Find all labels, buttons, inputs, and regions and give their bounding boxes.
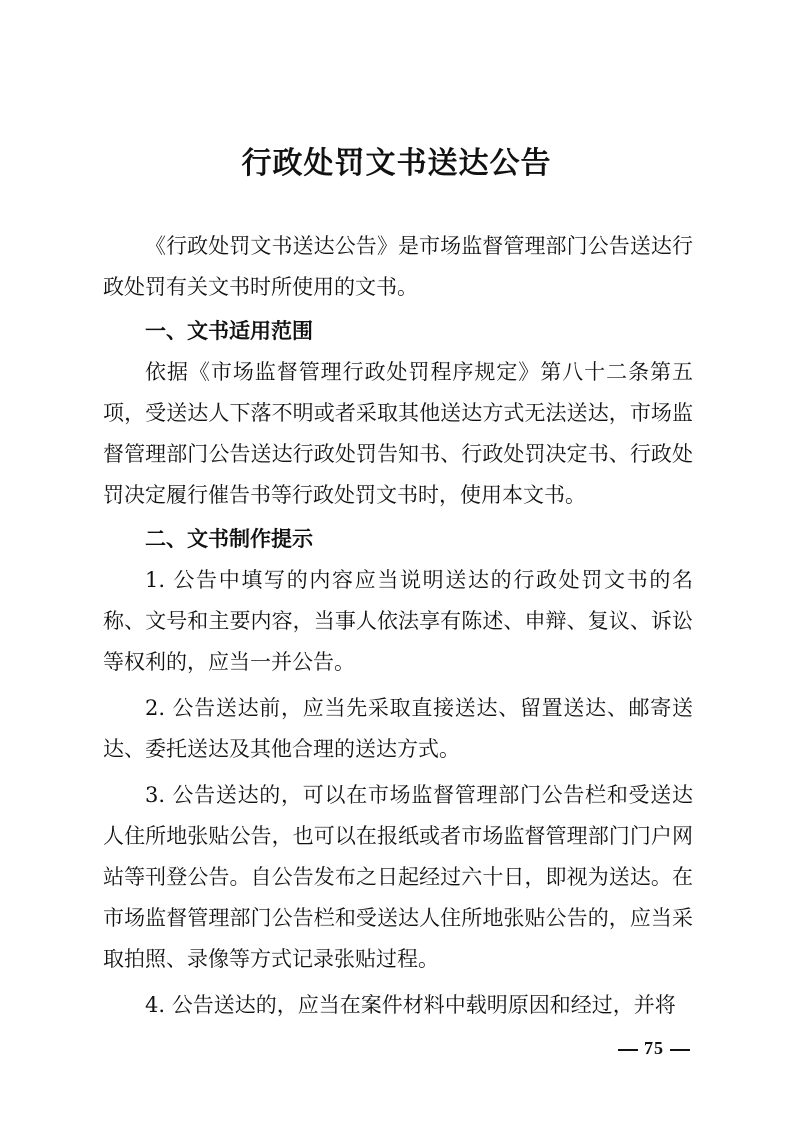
page-number — [612, 1038, 696, 1059]
document-body — [103, 226, 693, 1026]
tip-item-1: 1. 公告中填写的内容应当说明送达的行政处罚文书的名称、文号和主要内容，当事人依法享有陈述、申辩、复议、诉讼等权利的，应当一并公告。 — [103, 568, 693, 674]
scope-paragraph: 依据《市场监督管理行政处罚程序规定》第八十二条第五项，受送达人下落不明或者采取其他送达方式无法送达，市场监督管理部门公告送达行政处罚告知书、行政处罚决定书、行政处罚决定履行催告书等行政处罚文书时，使用本文书。 — [103, 360, 693, 507]
intro-paragraph: 《行政处罚文书送达公告》是市场监督管理部门公告送达行政处罚有关文书时所使用的文书。 — [103, 234, 693, 299]
page-number-dash-right — [670, 1049, 690, 1051]
page-number-dash-left — [618, 1049, 638, 1051]
tip-item-4: 4. 公告送达的，应当在案件材料中载明原因和经过，并将 — [145, 993, 676, 1017]
tip-item-2: 2. 公告送达前，应当先采取直接送达、留置送达、邮寄送达、委托送达及其他合理的送达方式。 — [103, 696, 693, 761]
section-heading-scope: 一、文书适用范围 — [145, 319, 313, 343]
page-number-value: 75 — [644, 1038, 664, 1058]
section-heading-tips: 二、文书制作提示 — [145, 527, 313, 551]
document-title: 行政处罚文书送达公告 — [241, 146, 552, 181]
tip-item-3: 3. 公告送达的，可以在市场监督管理部门公告栏和受送达人住所地张贴公告，也可以在报纸或者市场监督管理部门门户网站等刊登公告。自公告发布之日起经过六十日，即视为送达。在市场监督管理部门公告栏和受送达人住所地张贴公告的，应当采取拍照、录像等方式记录张贴过程。 — [103, 783, 693, 971]
